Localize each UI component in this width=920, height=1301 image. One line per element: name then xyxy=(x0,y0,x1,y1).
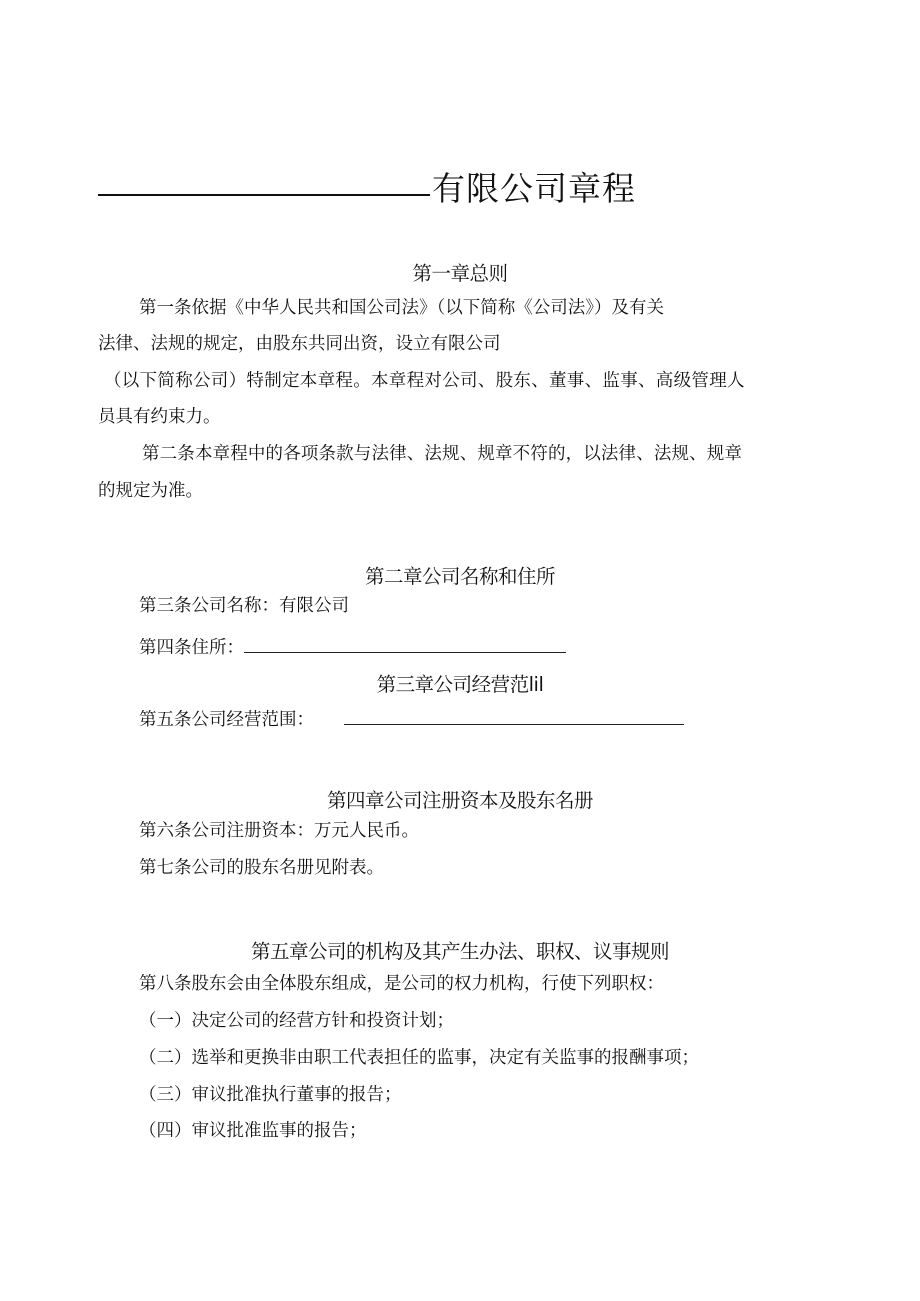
document-title xyxy=(98,150,738,210)
chapter-3-heading: 第三章公司经营范lil xyxy=(376,673,544,696)
article-1-line-1: 第一条依据《中华人民共和国公司法》（以下简称《公司法》）及有关 xyxy=(139,298,664,318)
article-1-line-3: （以下简称公司）特制定本章程。本章程对公司、股东、董事、监事、高级管理人 xyxy=(104,371,745,391)
article-2-line-1: 第二条本章程中的各项条款与法律、法规、规章不符的，以法律、法规、规章 xyxy=(142,444,743,464)
document-title-text: 有限公司章程 xyxy=(432,169,636,208)
article-3-line: 第三条公司名称：有限公司 xyxy=(139,596,349,616)
chapter-1-heading: 第一章总则 xyxy=(412,262,508,285)
article-4-line xyxy=(139,636,566,658)
article-5-line xyxy=(139,708,684,730)
chapter-5-heading: 第五章公司的机构及其产生办法、职权、议事规则 xyxy=(250,940,669,963)
article-1-line-2: 法律、法规的规定，由股东共同出资，设立有限公司 xyxy=(98,334,501,354)
article-8-item-2: （二）选举和更换非由职工代表担任的监事，决定有关监事的报酬事项； xyxy=(139,1048,699,1068)
business-scope-blank[interactable] xyxy=(344,708,684,725)
article-8-item-4: （四）审议批准监事的报告； xyxy=(139,1121,367,1141)
company-name-blank[interactable] xyxy=(98,194,430,196)
article-8-item-3: （三）审议批准执行董事的报告； xyxy=(139,1085,402,1105)
article-2-line-2: 的规定为准。 xyxy=(98,481,203,501)
article-7-line: 第七条公司的股东名册见附表。 xyxy=(139,858,384,878)
article-5-label: 第五条公司经营范围： xyxy=(139,710,314,730)
article-1-line-4: 员具有约束力。 xyxy=(98,407,221,427)
address-blank[interactable] xyxy=(244,636,566,653)
chapter-2-heading: 第二章公司名称和住所 xyxy=(364,565,555,588)
article-4-label: 第四条住所： xyxy=(139,638,244,658)
article-8-item-1: （一）决定公司的经营方针和投资计划； xyxy=(139,1011,454,1031)
article-6-line: 第六条公司注册资本：万元人民币。 xyxy=(139,821,419,841)
article-8-line: 第八条股东会由全体股东组成，是公司的权力机构，行使下列职权： xyxy=(139,974,664,994)
chapter-4-heading: 第四章公司注册资本及股东名册 xyxy=(326,789,593,812)
